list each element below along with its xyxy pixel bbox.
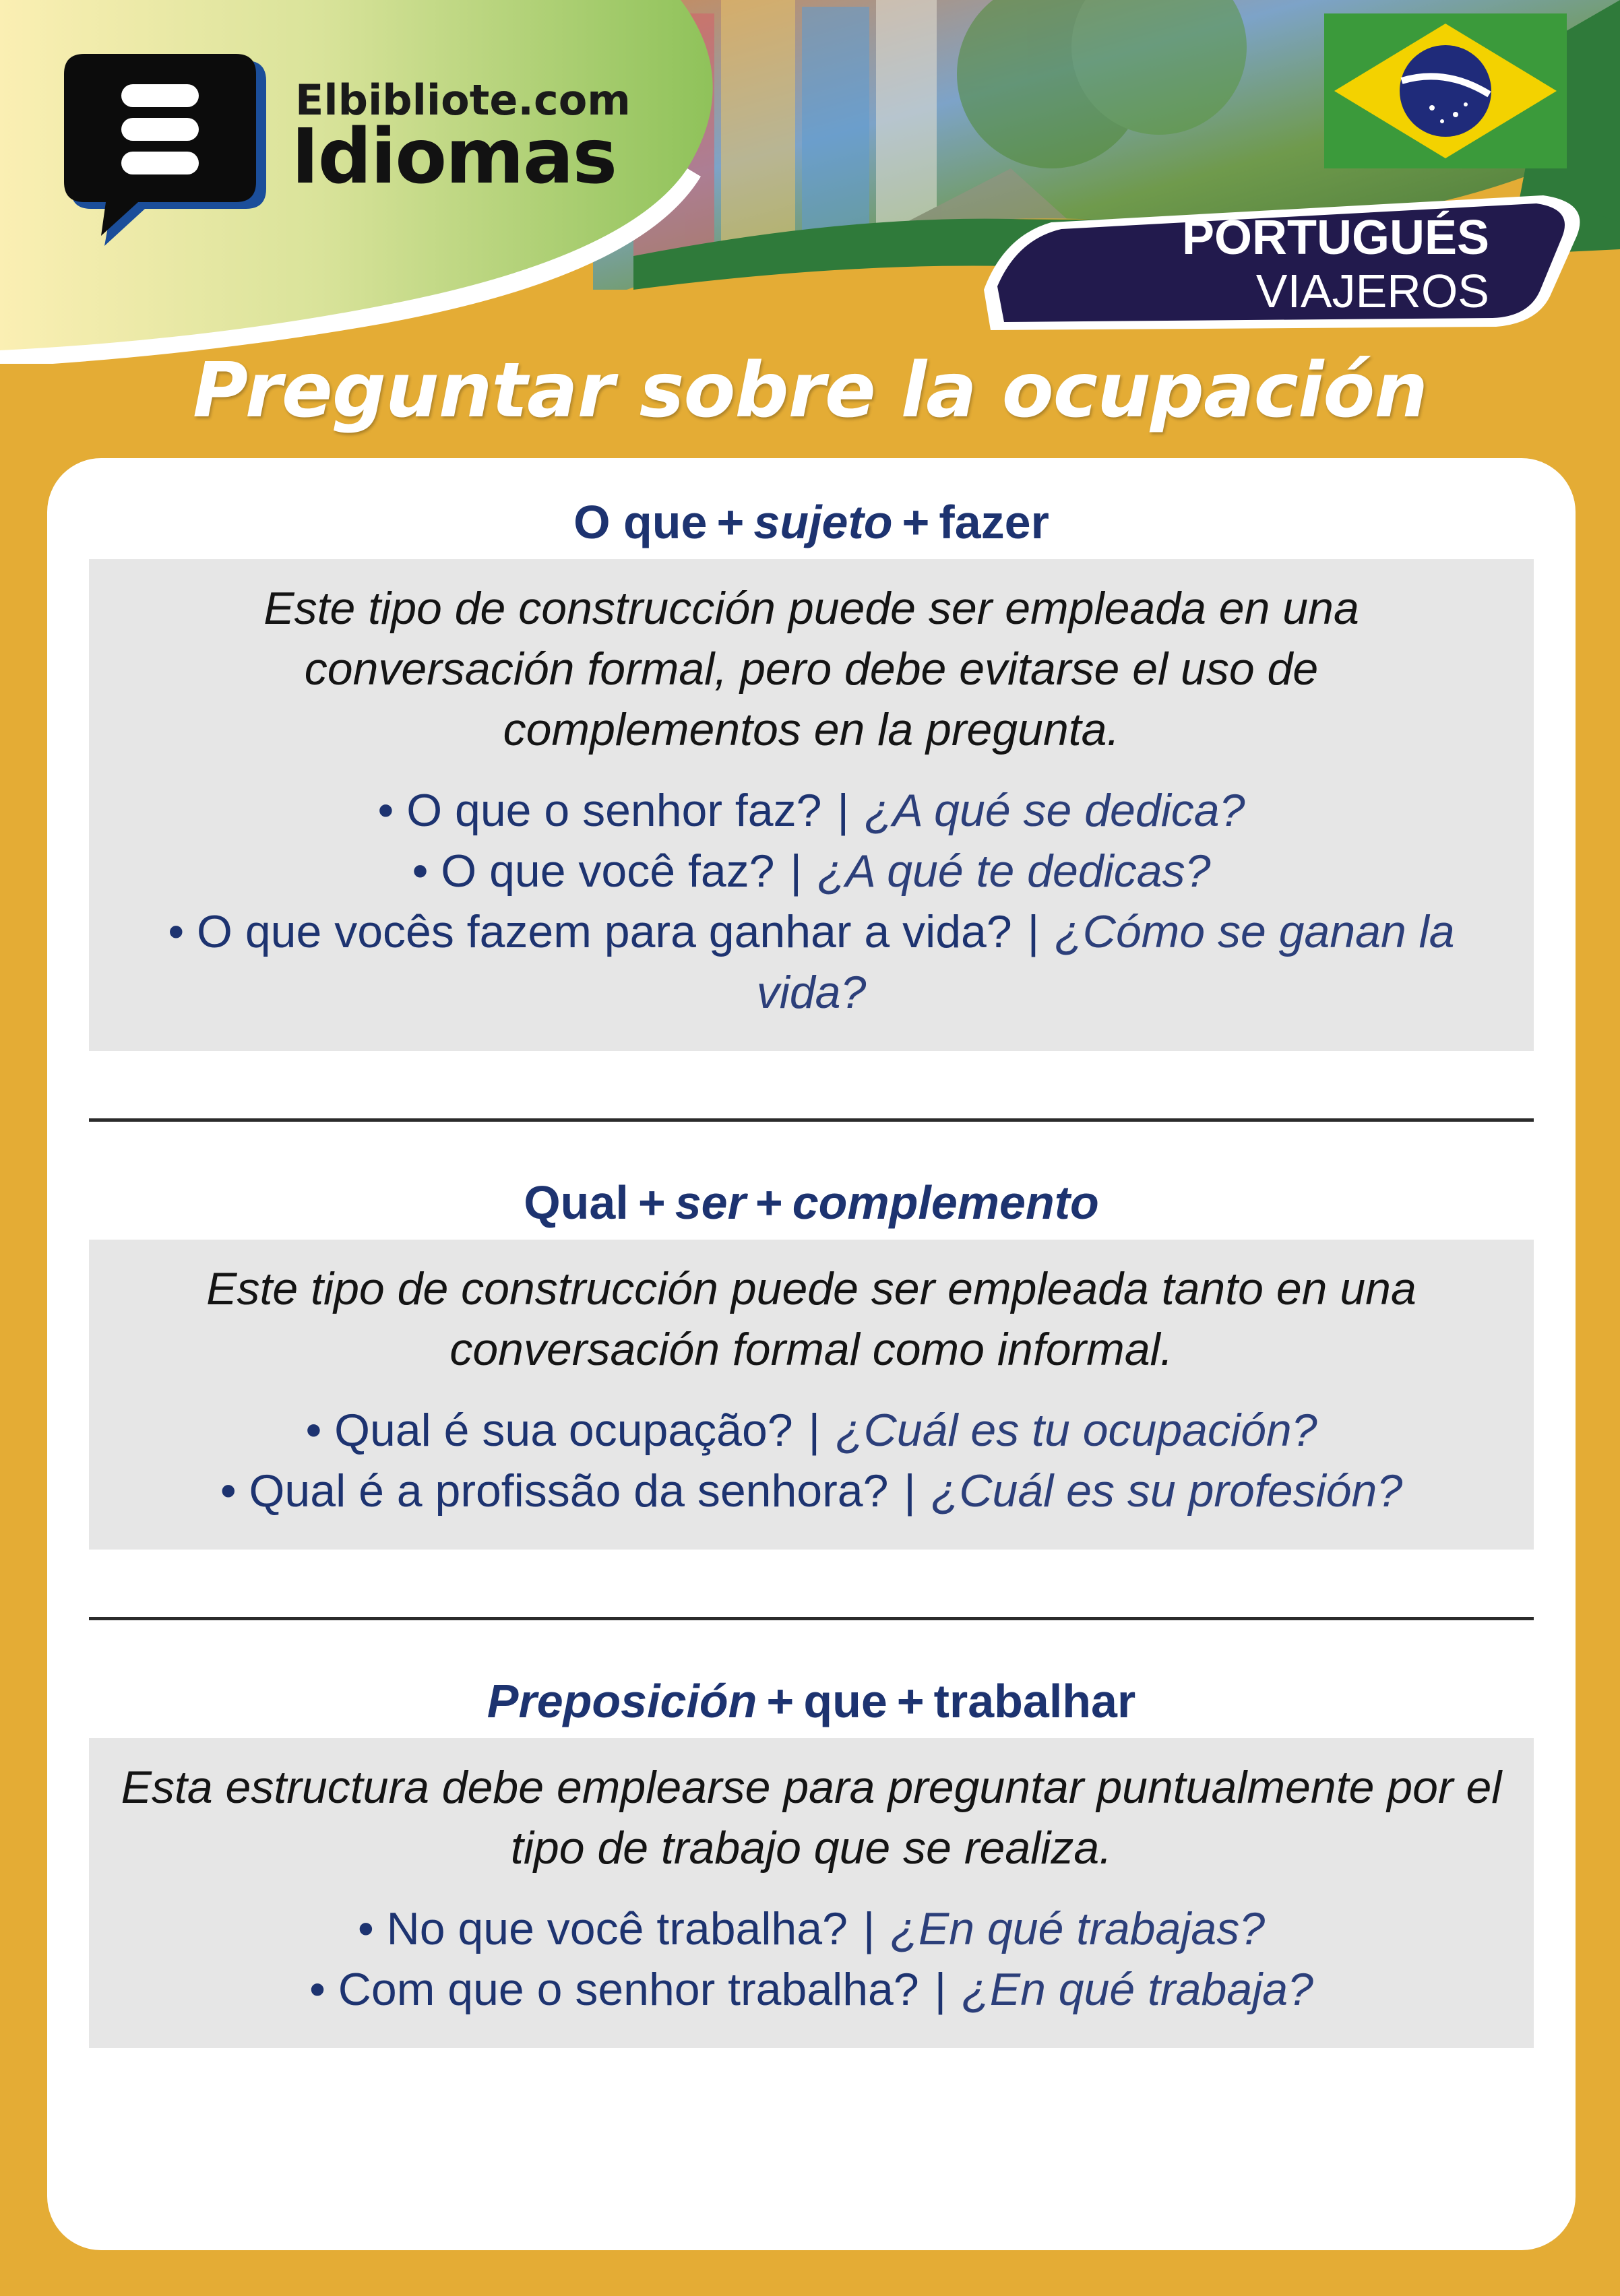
header	[0, 0, 1620, 364]
separator: |	[808, 1405, 821, 1456]
example-portuguese: • O que vocês fazem para ganhar a vida?	[168, 906, 1012, 957]
example-portuguese: • O que o senhor faz?	[377, 785, 822, 836]
separator: |	[837, 785, 850, 836]
separator: |	[904, 1465, 916, 1517]
explanation-box	[89, 1240, 1534, 1550]
plus-sign: +	[637, 1176, 666, 1229]
example-translation: ¿A qué te dedicas?	[817, 846, 1211, 897]
example-portuguese: • No que você trabalha?	[357, 1903, 848, 1954]
example-item	[102, 841, 1520, 901]
section-heading	[47, 1166, 1576, 1240]
example-item	[102, 901, 1520, 1023]
plus-sign: +	[766, 1675, 795, 1727]
explanation-box	[89, 1738, 1534, 2048]
section-heading	[47, 485, 1576, 559]
plus-sign: +	[902, 496, 930, 548]
plus-sign: +	[896, 1675, 925, 1727]
heading-part: O que	[573, 496, 708, 548]
brand-site: Elbibliote.com	[295, 75, 631, 125]
content-card	[47, 458, 1576, 2250]
example-portuguese: • O que você faz?	[412, 846, 775, 897]
badge-level: VIAJEROS	[1255, 265, 1489, 317]
example-translation: ¿En qué trabajas?	[890, 1903, 1266, 1954]
example-translation: ¿En qué trabaja?	[962, 1964, 1313, 2015]
section-o-que-fazer	[47, 485, 1576, 1051]
example-list	[102, 780, 1520, 1023]
heading-part: complemento	[792, 1176, 1099, 1229]
example-translation: ¿A qué se dedica?	[864, 785, 1245, 836]
heading-part: que	[803, 1675, 887, 1727]
example-translation: ¿Cuál es su profesión?	[931, 1465, 1403, 1517]
heading-part: Preposición	[487, 1675, 757, 1727]
heading-part: Qual	[524, 1176, 629, 1229]
heading-part: fazer	[939, 496, 1049, 548]
example-item	[102, 1461, 1520, 1521]
explanation-box	[89, 559, 1534, 1051]
example-translation: ¿Cuál es tu ocupación?	[836, 1405, 1317, 1456]
page-title: Preguntar sobre la ocupación	[192, 347, 1428, 435]
brazil-flag-icon	[1324, 13, 1567, 168]
heading-part: trabalhar	[933, 1675, 1136, 1727]
speech-bubble-logo-icon	[64, 54, 273, 249]
section-divider	[89, 1617, 1534, 1620]
description: Este tipo de construcción puede ser empleada tanto en una conversación formal como informal.	[206, 1263, 1416, 1375]
description: Esta estructura debe emplearse para preguntar puntualmente por el tipo de trabajo que se realiza.	[121, 1762, 1502, 1874]
section-preposicion-trabalhar	[47, 1664, 1576, 2048]
section-divider	[89, 1118, 1534, 1122]
separator: |	[863, 1903, 875, 1954]
example-portuguese: • Qual é a profissão da senhora?	[220, 1465, 889, 1517]
example-translation: ¿Cómo se ganan la vida?	[756, 906, 1455, 1018]
separator: |	[790, 846, 803, 897]
heading-part: sujeto	[753, 496, 893, 548]
separator: |	[1027, 906, 1040, 957]
description: Este tipo de construcción puede ser empleada en una conversación formal, pero debe evitarse el uso de complementos en la pregunta.	[263, 583, 1359, 755]
example-list	[102, 1400, 1520, 1521]
section-heading	[47, 1664, 1576, 1738]
section-qual-ser	[47, 1166, 1576, 1550]
badge-language: PORTUGUÉS	[1181, 211, 1489, 265]
example-portuguese: • Qual é sua ocupação?	[305, 1405, 793, 1456]
brand-name: Idiomas	[291, 113, 617, 201]
heading-part: ser	[675, 1176, 746, 1229]
example-portuguese: • Com que o senhor trabalha?	[309, 1964, 919, 2015]
example-item	[102, 780, 1520, 841]
example-item	[102, 1959, 1520, 2020]
example-item	[102, 1899, 1520, 1959]
plus-sign: +	[716, 496, 745, 548]
separator: |	[934, 1964, 947, 2015]
example-list	[102, 1899, 1520, 2020]
example-item	[102, 1400, 1520, 1461]
plus-sign: +	[755, 1176, 783, 1229]
